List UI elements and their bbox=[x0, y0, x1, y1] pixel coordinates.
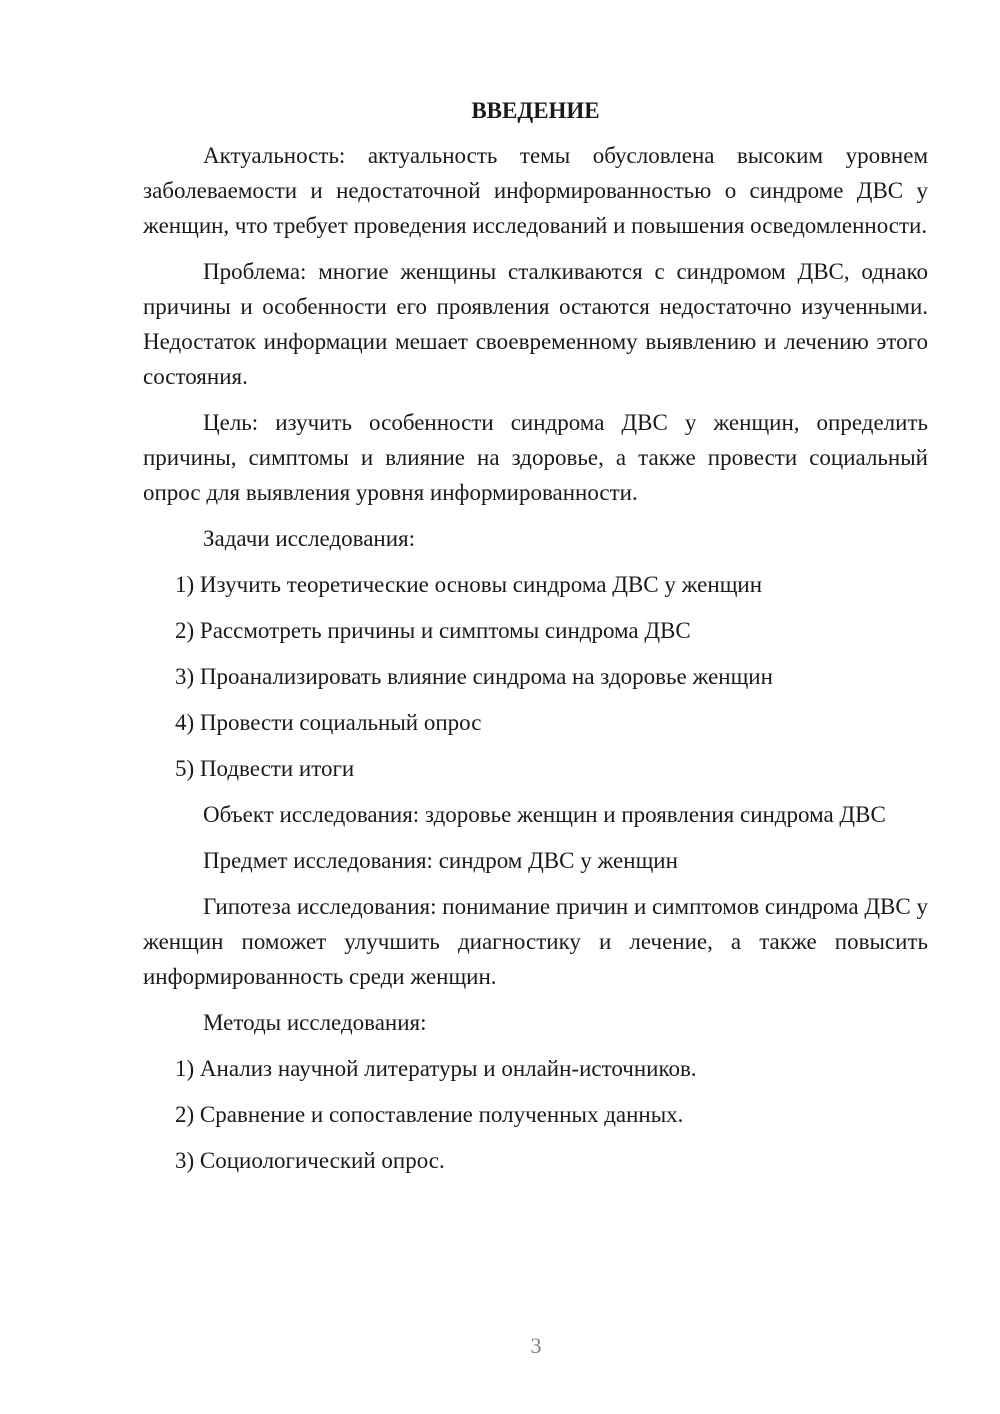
list-item: 2) Рассмотреть причины и симптомы синдрома ДВС bbox=[175, 618, 691, 643]
object-paragraph: Объект исследования: здоровье женщин и проявления синдрома ДВС bbox=[203, 802, 886, 827]
subject-paragraph: Предмет исследования: синдром ДВС у женщин bbox=[203, 848, 678, 873]
hypothesis-paragraph: Гипотеза исследования: понимание причин и симптомов синдрома ДВС у женщин поможет улучшить диагностику и лечение, а также повысить информированность среди женщин. bbox=[143, 894, 928, 989]
relevance-paragraph: Актуальность: актуальность темы обусловлена высоким уровнем заболеваемости и недостаточной информированностью о синдроме ДВС у женщин, что требует проведения исследований и повышения осведомленности. bbox=[143, 143, 928, 238]
list-item: 4) Провести социальный опрос bbox=[175, 710, 482, 735]
list-item: 1) Изучить теоретические основы синдрома ДВС у женщин bbox=[175, 572, 763, 597]
page-number: 3 bbox=[530, 1333, 542, 1358]
page-content bbox=[143, 93, 928, 1189]
page-title: ВВЕДЕНИЕ bbox=[471, 98, 600, 123]
list-item: 1) Анализ научной литературы и онлайн-источников. bbox=[175, 1056, 697, 1081]
tasks-list bbox=[143, 567, 928, 786]
tasks-heading: Задачи исследования: bbox=[203, 526, 416, 551]
goal-paragraph: Цель: изучить особенности синдрома ДВС у женщин, определить причины, симптомы и влияние на здоровье, а также провести социальный опрос для выявления уровня информированности. bbox=[143, 410, 928, 505]
list-item: 5) Подвести итоги bbox=[175, 756, 355, 781]
problem-paragraph: Проблема: многие женщины сталкиваются с синдромом ДВС, однако причины и особенности его проявления остаются недостаточно изученными. Недостаток информации мешает своевременному выявлению и лечению этого состояния. bbox=[143, 259, 928, 389]
list-item: 2) Сравнение и сопоставление полученных данных. bbox=[175, 1102, 684, 1127]
list-item: 3) Социологический опрос. bbox=[175, 1148, 445, 1173]
list-item: 3) Проанализировать влияние синдрома на здоровье женщин bbox=[175, 664, 773, 689]
methods-list bbox=[143, 1051, 928, 1178]
methods-heading: Методы исследования: bbox=[203, 1010, 427, 1035]
